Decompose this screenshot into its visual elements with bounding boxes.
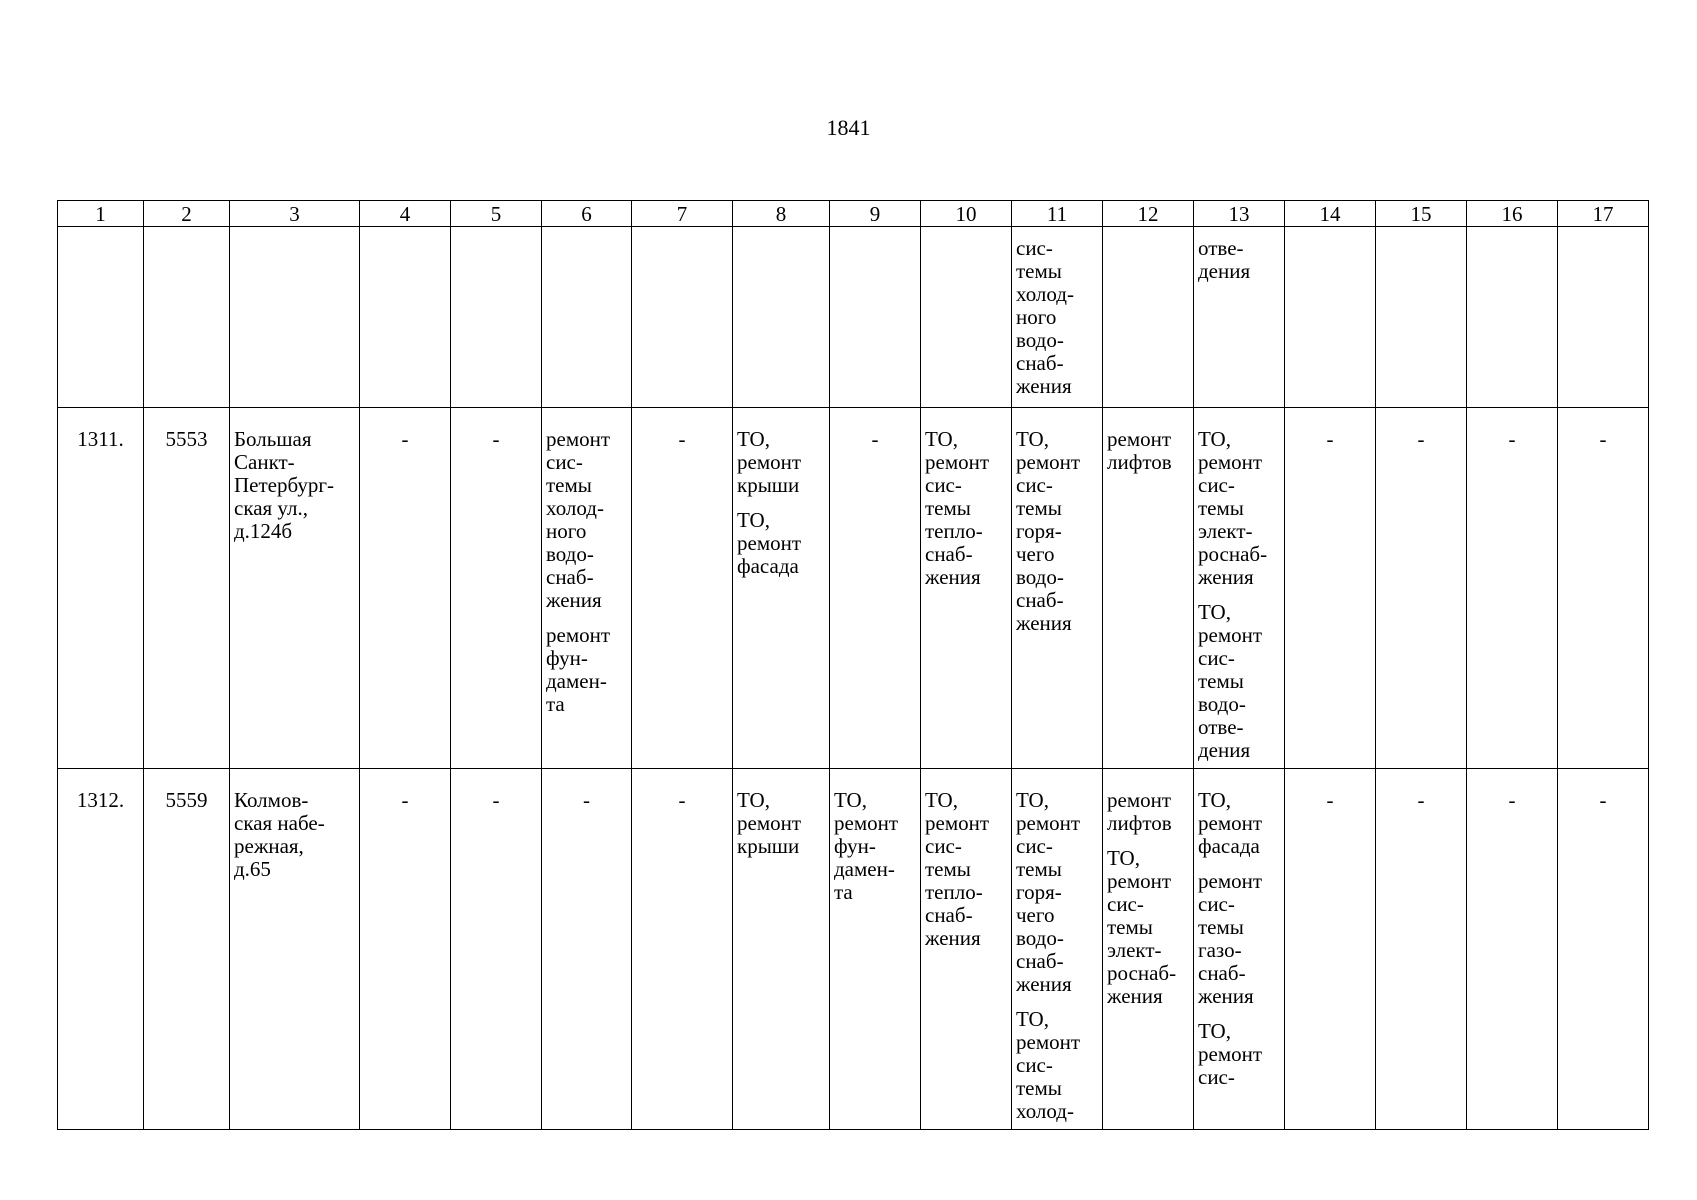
col-17-cell	[1558, 769, 1649, 1130]
cell-content	[921, 769, 1011, 950]
object-code-cell	[144, 408, 230, 769]
cell-content	[58, 227, 143, 237]
empty-dash: -	[401, 788, 409, 812]
cell-content	[632, 227, 732, 237]
empty-dash: -	[1599, 788, 1607, 812]
col-6-cell	[542, 227, 632, 408]
col-10-cell	[921, 408, 1012, 769]
col-4-cell	[360, 408, 451, 769]
cell-entry: 1312.	[76, 788, 125, 812]
col-9-cell	[830, 227, 921, 408]
cell-content	[360, 408, 450, 451]
column-header: 3	[230, 201, 360, 227]
address-cell	[230, 408, 360, 769]
cell-content	[1012, 227, 1102, 398]
column-header: 10	[921, 201, 1012, 227]
column-header: 2	[144, 201, 230, 227]
cell-entry: ТО, ремонт сис- темы тепло- снаб- жения	[925, 788, 990, 950]
cell-content	[1012, 408, 1102, 635]
empty-dash: -	[492, 788, 500, 812]
column-number-header-row	[58, 201, 1649, 227]
col-16-cell	[1467, 227, 1558, 408]
col-16-cell	[1467, 769, 1558, 1130]
cell-entry: ТО, ремонт сис- темы элект- роснаб- жения	[1107, 846, 1177, 1008]
cell-entry: ТО, ремонт сис- темы тепло- снаб- жения	[925, 427, 990, 589]
cell-content	[1467, 227, 1557, 237]
col-11-cell	[1012, 227, 1103, 408]
col-6-cell	[542, 769, 632, 1130]
object-code-cell	[144, 769, 230, 1130]
column-header: 12	[1103, 201, 1194, 227]
cell-content	[632, 769, 732, 812]
col-13-cell	[1194, 408, 1285, 769]
cell-entry: 1311.	[77, 427, 124, 451]
repair-schedule-table	[57, 200, 1649, 1130]
column-header: 14	[1285, 201, 1376, 227]
cell-entry: ремонт сис- темы газо- снаб- жения	[1198, 869, 1263, 1008]
cell-content	[360, 769, 450, 812]
col-8-cell	[733, 769, 830, 1130]
table-row	[58, 769, 1649, 1130]
cell-content	[360, 227, 450, 237]
cell-content	[830, 769, 920, 904]
cell-content	[733, 227, 829, 237]
page-number: 1841	[826, 115, 871, 140]
cell-entry: ТО, ремонт фун- дамен- та	[834, 788, 899, 904]
cell-content	[1558, 408, 1648, 451]
column-header: 13	[1194, 201, 1285, 227]
cell-content	[1103, 769, 1193, 1008]
cell-entry: ТО, ремонт крыши	[737, 788, 802, 858]
col-7-cell	[632, 769, 733, 1130]
empty-dash: -	[1417, 788, 1425, 812]
cell-entry: ТО, ремонт фасада	[737, 508, 802, 578]
cell-entry: ремонт сис- темы холод- ного водо- снаб- жения	[546, 427, 611, 612]
cell-content	[542, 408, 631, 716]
column-header: 11	[1012, 201, 1103, 227]
cell-content	[1467, 769, 1557, 812]
cell-entry: ремонт лифтов	[1107, 427, 1172, 474]
col-5-cell	[451, 769, 542, 1130]
cell-content	[733, 408, 829, 578]
cell-content	[542, 227, 631, 237]
cell-content	[733, 769, 829, 858]
cell-content	[144, 769, 229, 812]
cell-entry: ТО, ремонт сис- темы холод-	[1016, 1007, 1081, 1123]
cell-entry: ТО, ремонт сис-	[1198, 1019, 1263, 1089]
cell-entry: ТО, ремонт сис- темы горя- чего водо- снаб- жения	[1016, 788, 1081, 996]
cell-content	[144, 408, 229, 451]
cell-content	[58, 769, 143, 812]
row-number-cell	[58, 408, 144, 769]
cell-entry: сис- темы холод- ного водо- снаб- жения	[1016, 236, 1074, 398]
column-header: 6	[542, 201, 632, 227]
col-13-cell	[1194, 769, 1285, 1130]
col-17-cell	[1558, 408, 1649, 769]
cell-content	[1376, 408, 1466, 451]
continuation-row	[58, 227, 1649, 408]
col-13-cell	[1194, 227, 1285, 408]
cell-content	[451, 769, 541, 812]
empty-dash: -	[1508, 788, 1516, 812]
cell-content	[1376, 769, 1466, 812]
empty-dash: -	[1417, 427, 1425, 451]
column-header: 15	[1376, 201, 1467, 227]
cell-content	[1285, 769, 1375, 812]
cell-content	[1467, 408, 1557, 451]
table-row	[58, 408, 1649, 769]
cell-content	[1194, 769, 1284, 1089]
column-header: 1	[58, 201, 144, 227]
cell-content	[1285, 227, 1375, 237]
cell-entry: ТО, ремонт сис- темы элект- роснаб- жения	[1198, 427, 1268, 589]
col-17-cell	[1558, 227, 1649, 408]
cell-entry: Большая Санкт- Петербург- ская ул., д.124б	[234, 427, 334, 543]
cell-entry: ТО, ремонт сис- темы водо- отве- дения	[1198, 600, 1263, 762]
cell-content	[921, 408, 1011, 589]
col-6-cell	[542, 408, 632, 769]
cell-content	[1285, 408, 1375, 451]
column-header: 9	[830, 201, 921, 227]
cell-content	[1376, 227, 1466, 237]
empty-dash: -	[1508, 427, 1516, 451]
col-7-cell	[632, 227, 733, 408]
cell-content	[830, 408, 920, 451]
cell-content	[58, 408, 143, 451]
cell-content	[1012, 769, 1102, 1123]
cell-content	[1103, 227, 1193, 237]
cell-entry: ремонт лифтов	[1107, 788, 1172, 835]
col-5-cell	[451, 227, 542, 408]
object-code-cell	[144, 227, 230, 408]
cell-content	[144, 227, 229, 237]
empty-dash: -	[1326, 427, 1334, 451]
cell-entry: ТО, ремонт крыши	[737, 427, 802, 497]
col-8-cell	[733, 227, 830, 408]
cell-entry: отве- дения	[1198, 236, 1251, 283]
col-4-cell	[360, 227, 451, 408]
col-10-cell	[921, 769, 1012, 1130]
table-body	[58, 227, 1649, 1130]
col-12-cell	[1103, 769, 1194, 1130]
cell-content	[451, 408, 541, 451]
cell-content	[451, 227, 541, 237]
row-number-cell	[58, 227, 144, 408]
col-7-cell	[632, 408, 733, 769]
col-14-cell	[1285, 769, 1376, 1130]
col-5-cell	[451, 408, 542, 769]
column-header: 4	[360, 201, 451, 227]
col-9-cell	[830, 769, 921, 1130]
empty-dash: -	[401, 427, 409, 451]
col-15-cell	[1376, 769, 1467, 1130]
col-14-cell	[1285, 408, 1376, 769]
col-12-cell	[1103, 408, 1194, 769]
col-4-cell	[360, 769, 451, 1130]
cell-entry: ТО, ремонт фасада	[1198, 788, 1263, 858]
empty-dash: -	[678, 427, 686, 451]
cell-entry: ТО, ремонт сис- темы горя- чего водо- снаб- жения	[1016, 427, 1081, 635]
col-11-cell	[1012, 769, 1103, 1130]
cell-content	[830, 227, 920, 237]
col-8-cell	[733, 408, 830, 769]
cell-content	[1558, 227, 1648, 237]
cell-entry: Колмов- ская набе- режная, д.65	[234, 788, 325, 881]
column-header: 17	[1558, 201, 1649, 227]
empty-dash: -	[1599, 427, 1607, 451]
col-12-cell	[1103, 227, 1194, 408]
cell-content	[1194, 408, 1284, 762]
cell-content	[542, 769, 631, 812]
empty-dash: -	[583, 788, 590, 812]
empty-dash: -	[492, 427, 500, 451]
col-10-cell	[921, 227, 1012, 408]
col-15-cell	[1376, 227, 1467, 408]
cell-content	[632, 408, 732, 451]
col-11-cell	[1012, 408, 1103, 769]
empty-dash: -	[678, 788, 686, 812]
cell-content	[1194, 227, 1284, 283]
cell-content	[921, 227, 1011, 237]
column-header: 5	[451, 201, 542, 227]
cell-entry: ремонт фун- дамен- та	[546, 623, 611, 716]
column-header: 16	[1467, 201, 1558, 227]
cell-content	[230, 227, 359, 237]
column-header: 7	[632, 201, 733, 227]
cell-entry: 5559	[165, 788, 208, 812]
empty-dash: -	[871, 427, 879, 451]
cell-content	[230, 769, 359, 881]
cell-content	[230, 408, 359, 543]
cell-content	[1103, 408, 1193, 474]
row-number-cell	[58, 769, 144, 1130]
cell-content	[1558, 769, 1648, 812]
address-cell	[230, 227, 360, 408]
col-14-cell	[1285, 227, 1376, 408]
col-9-cell	[830, 408, 921, 769]
cell-entry: 5553	[165, 427, 208, 451]
column-header: 8	[733, 201, 830, 227]
col-16-cell	[1467, 408, 1558, 769]
empty-dash: -	[1326, 788, 1334, 812]
address-cell	[230, 769, 360, 1130]
col-15-cell	[1376, 408, 1467, 769]
